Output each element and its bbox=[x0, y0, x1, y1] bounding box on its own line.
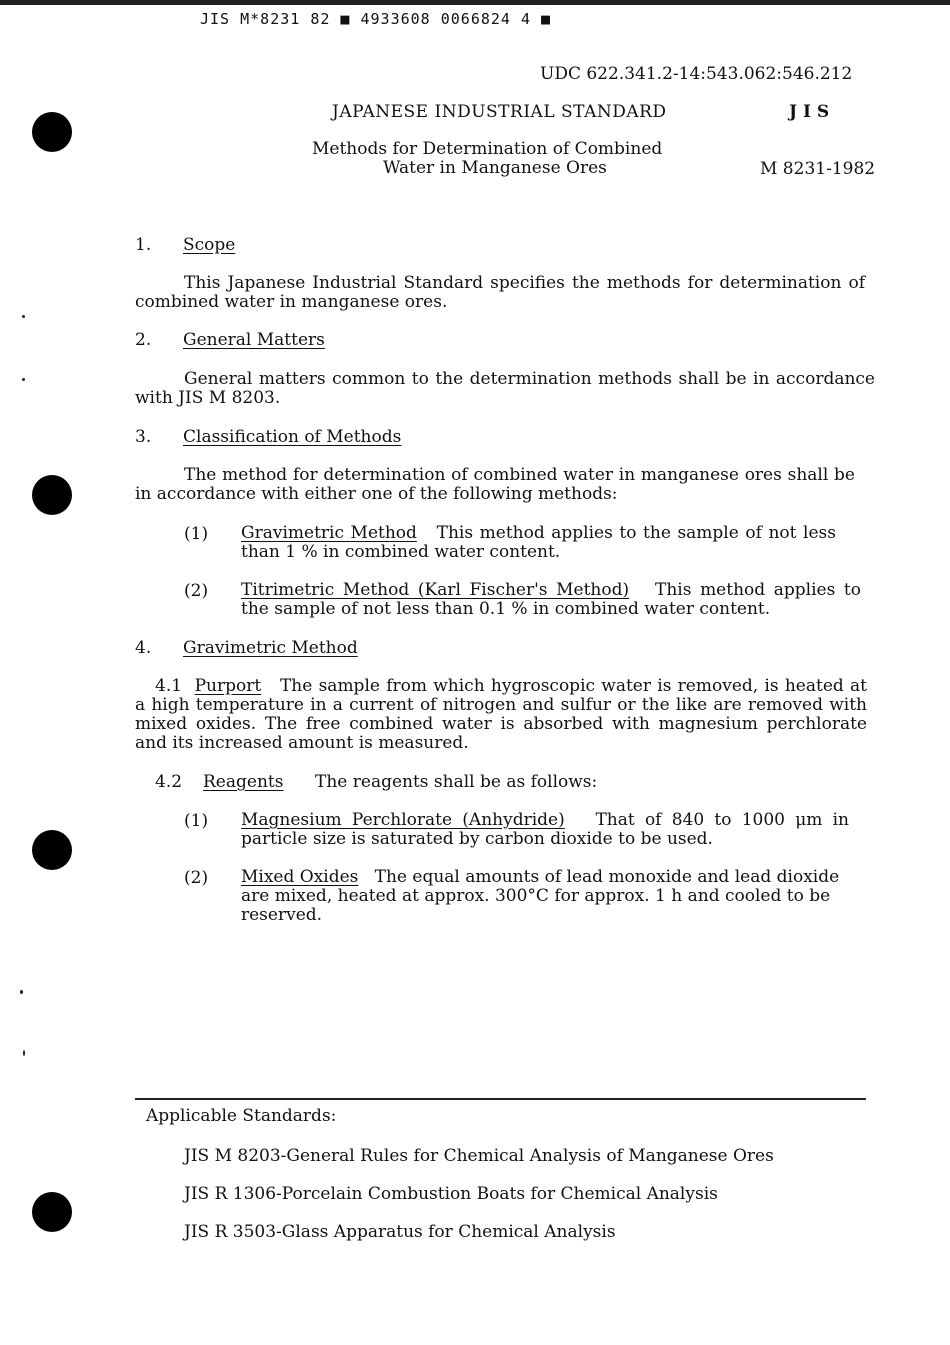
section-4-2-text: The reagents shall be as follows: bbox=[315, 772, 598, 792]
section-3-text: The method for determination of combined water in manganese ores shall be in accordance with either one of the following methods: bbox=[135, 465, 855, 504]
section-4-number: 4. bbox=[135, 638, 152, 658]
reagent-1-heading: Magnesium Perchlorate (Anhydride) bbox=[241, 810, 565, 830]
udc-number: UDC 622.341.2-14:543.062:546.212 bbox=[540, 64, 853, 84]
method-2-heading: Titrimetric Method (Karl Fischer's Method) bbox=[241, 580, 630, 600]
scan-speck bbox=[23, 1050, 25, 1056]
applicable-standard-1: JIS M 8203-General Rules for Chemical Analysis of Manganese Ores bbox=[184, 1146, 774, 1166]
title-line-2: Water in Manganese Ores bbox=[383, 158, 607, 178]
method-1-number: (1) bbox=[184, 524, 209, 544]
reagent-2-text: The equal amounts of lead monoxide and lead dioxide are mixed, heated at approx. 300°C for approx. 1 h and cooled to be reserved. bbox=[241, 867, 840, 925]
section-2-number: 2. bbox=[135, 330, 152, 350]
punch-hole bbox=[32, 1192, 72, 1232]
section-4-title: Gravimetric Method bbox=[183, 638, 358, 658]
reagent-1-item bbox=[241, 811, 849, 849]
scan-header-code: JIS M*8231 82 ■ 4933608 0066824 4 ■ bbox=[200, 10, 552, 28]
applicable-standard-3: JIS R 3503-Glass Apparatus for Chemical Analysis bbox=[184, 1222, 616, 1242]
method-1-heading: Gravimetric Method bbox=[241, 523, 417, 543]
section-4-2-number: 4.2 bbox=[155, 772, 183, 792]
title-line-1: Methods for Determination of Combined bbox=[312, 139, 663, 159]
section-4-1-number: 4.1 bbox=[155, 676, 183, 696]
standard-number: M 8231-1982 bbox=[760, 159, 876, 179]
jis-mark: J I S bbox=[789, 102, 830, 122]
reagent-2-item bbox=[241, 868, 861, 925]
section-1-title: Scope bbox=[183, 235, 236, 255]
reagent-2-number: (2) bbox=[184, 868, 209, 888]
section-2-text: General matters common to the determination methods shall be in accordance with JIS M 8203. bbox=[135, 369, 875, 408]
org-name: JAPANESE INDUSTRIAL STANDARD bbox=[332, 102, 667, 122]
section-2-title: General Matters bbox=[183, 330, 325, 350]
method-1-text: This method applies to the sample of not less than 1 % in combined water content. bbox=[241, 523, 836, 562]
section-4-1-paragraph bbox=[135, 677, 867, 753]
section-3-title: Classification of Methods bbox=[183, 427, 402, 447]
method-2-item bbox=[241, 581, 861, 619]
punch-hole bbox=[32, 475, 72, 515]
section-4-1-text: The sample from which hygroscopic water is removed, is heated at a high temperature in a current of nitrogen and sulfur or the like are removed with mixed oxides. The free combined water is absorbed with magnesium perchlorate and its increased amount is measured. bbox=[135, 676, 868, 753]
section-3-number: 3. bbox=[135, 427, 152, 447]
reagent-2-heading: Mixed Oxides bbox=[241, 867, 359, 887]
section-1-text: This Japanese Industrial Standard specifies the methods for determination of combined water in manganese ores. bbox=[135, 273, 865, 312]
section-4-2-title: Reagents bbox=[203, 772, 284, 792]
applicable-standards-heading: Applicable Standards: bbox=[146, 1106, 337, 1126]
section-1-number: 1. bbox=[135, 235, 152, 255]
reagent-1-text: That of 840 to 1000 μm in particle size is saturated by carbon dioxide to be used. bbox=[241, 810, 849, 849]
method-2-text: This method applies to the sample of not less than 0.1 % in combined water content. bbox=[241, 580, 861, 619]
reagent-1-number: (1) bbox=[184, 811, 209, 831]
method-1-item bbox=[241, 524, 836, 562]
applicable-standard-2: JIS R 1306-Porcelain Combustion Boats for Chemical Analysis bbox=[184, 1184, 718, 1204]
section-4-1-title: Purport bbox=[194, 676, 262, 696]
scan-speck bbox=[20, 990, 23, 994]
footnote-rule bbox=[135, 1098, 866, 1100]
punch-hole bbox=[32, 112, 72, 152]
scan-speck bbox=[22, 315, 25, 318]
scan-top-border bbox=[0, 0, 950, 5]
scan-speck bbox=[22, 378, 25, 381]
punch-hole bbox=[32, 830, 72, 870]
method-2-number: (2) bbox=[184, 581, 209, 601]
